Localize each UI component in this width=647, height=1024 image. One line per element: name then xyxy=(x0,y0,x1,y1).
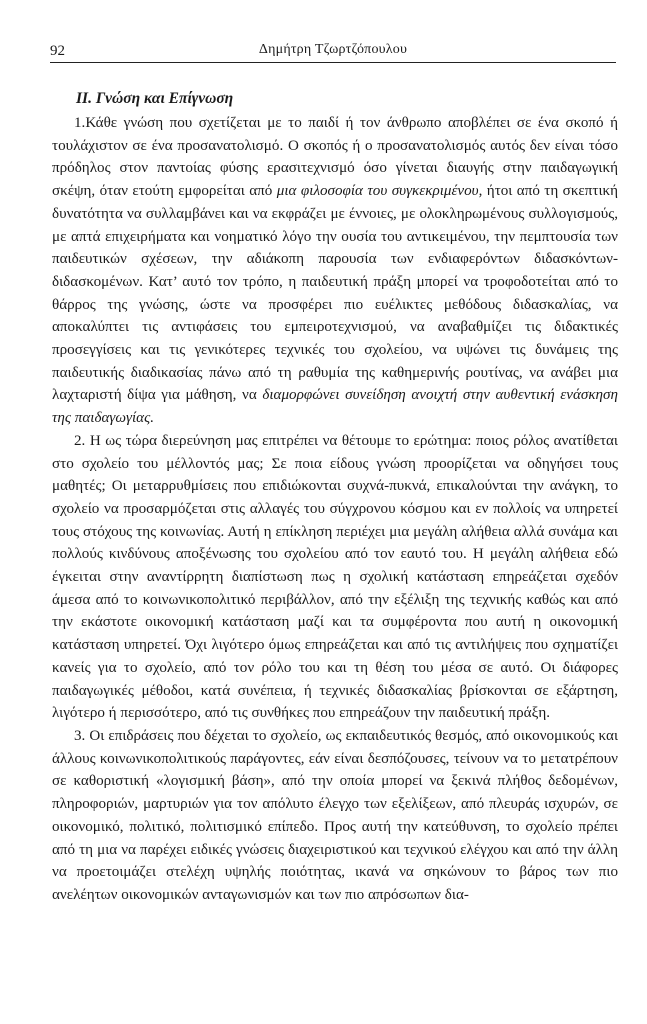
section-heading: ΙΙ. Γνώση και Επίγνωση xyxy=(76,90,234,107)
paragraph-1 xyxy=(52,112,618,430)
page-body xyxy=(52,88,618,907)
paragraph-3: 3. Οι επιδράσεις που δέχεται το σχολείο, ως εκπαιδευτικός θεσμός, από οικονομικούς και άλλους κοινωνικοπολιτικούς παράγοντες, εάν είναι δεσπόζουσες, τείνουν να το μετατρέπουν σε καθοριστική «λογισμική βάση», από την οποία μπορεί να ξεκινά πλήθος δεδομένων, πληροφοριών, μαρτυριών για τον απόλυτο έλεγχο των εξελίξεων, από πλευράς ισχυρών, σε οικονομικό, πολιτικό, πολιτισμικό επίπεδο. Προς αυτή την κατεύθυνση, το σχολείο πρέπει από τη μια να παρέχει ειδικές γνώσεις διαχειριστικού και τεχνικού ελέγχου και από την άλλη να προετοιμάζει στελέχη υψηλής ποιότητας, ικανά να σηκώνουν το βάρος των πιο ανελέητων οικονομικών ανταγωνισμών και των πιο απρόσωπων δια- xyxy=(52,727,618,903)
paragraph-1-italic-phrase-b: διαμορφώνει συνείδηση ανοιχτή στην αυθεντική ενάσκηση της παιδαγωγίας. xyxy=(52,387,618,427)
page-number: 92 xyxy=(50,43,65,59)
page-header xyxy=(50,40,616,63)
paragraph-1-italic-phrase-a: μια φιλοσοφία του συγκεκριμένου xyxy=(276,183,479,200)
paragraph-1-text-b: , ήτοι από τη σκεπτική δυνατότητα να συλλαμβάνει και να εκφράζει με έννοιες, με ολοκληρωμένους συλλογισμούς, με απτά επιχειρήματα και νοηματικό λόγο την ουσία του αντικειμένου, την πεμπτουσία των παιδευτικών σχέσεων, την αδιάκοπη παρουσία των ενδιαφερόντων διδασκόντων-διδασκομένων. Κατ’ αυτό τον τρόπο, η παιδευτική πράξη μπορεί να τροφοδοτείται από το θάρρος της γνώσης, ώστε να προσφέρει πιο ευέλικτες μεθόδους διδασκαλίας, να αποκαλύπτει τις αντιφάσεις του εμπειροτεχνισμού, να αναβαθμίζει τις διδακτικές προσεγγίσεις και τις γενικότερες τεχνικές του σχολείου, να υψώνει τις δυνάμεις της παιδευτικής διαδικασίας πάνω από τη ραθυμία της καθημερινής ρουτίνας, να ανάβει μια λαχταριστή δίψα για μάθηση, να xyxy=(52,183,619,404)
paragraph-2: 2. Η ως τώρα διερεύνηση μας επιτρέπει να θέτουμε το ερώτημα: ποιος ρόλος ανατίθεται στο σχολείο του μέλλοντός μας; Σε ποια είδους γνώση προορίζεται να οδηγήσει τους μαθητές; Οι μεταρρυθμίσεις που επιδιώκονται συχνά-πυκνά, επικαλούνται την ανάγκη, το σχολείο να προσαρμόζεται στις αλλαγές του σύγχρονου κόσμου και εν πολλοίς να υπηρετεί τους στόχους της κοινωνίας. Αυτή η επίκληση περιέχει μια μεγάλη αλήθεια αλλά συνάμα και πολλούς κινδύνους αποξένωσης του σχολείου από τον εαυτό του. Η μεγάλη αλήθεια εδώ έγκειται στην αναντίρρητη διαπίστωση πως η σχολική κατάσταση επηρεάζεται σχεδόν άμεσα από το κοινωνικοπολιτικό περιβάλλον, από την εξέλιξη της τεχνικής καθώς και από την εκάστοτε οικονομική κατάσταση μαζί και τα συμφέροντα που αυτή η οικονομική κατάσταση υπηρετεί. Όχι λιγότερο όμως επηρεάζεται και από τις αντιλήψεις που σχηματίζει κανείς για το σχολείο, από τον ρόλο του και τη θέση του μέσα σε αυτό. Οι διάφορες παιδαγωγικές μέθοδοι, κατά συνέπεια, ή τεχνικές διδασκαλίας βρίσκονται σε εξάρτηση, λιγότερο ή περισσότερο, από τις συνθήκες που επηρεάζουν την παιδευτική πράξη. xyxy=(52,432,618,722)
running-head-author: Δημήτρη Τζωρτζόπουλου xyxy=(258,42,408,57)
paragraph-1-text-a: 1.Κάθε γνώση που σχετίζεται με το παιδί ή τον άνθρωπο αποβλέπει σε ένα σκοπό ή τουλάχιστον σε ένα προσανατολισμό. Ο σκοπός ή ο προσανατολισμός αυτός δεν είναι τόσο πρόδηλος στον παντοίας φύσης ερασιτεχνισμό όσο γίνεται διαυγής στην παιδαγωγική σκέψη, όταν ετούτη εμφορείται από xyxy=(52,115,618,200)
